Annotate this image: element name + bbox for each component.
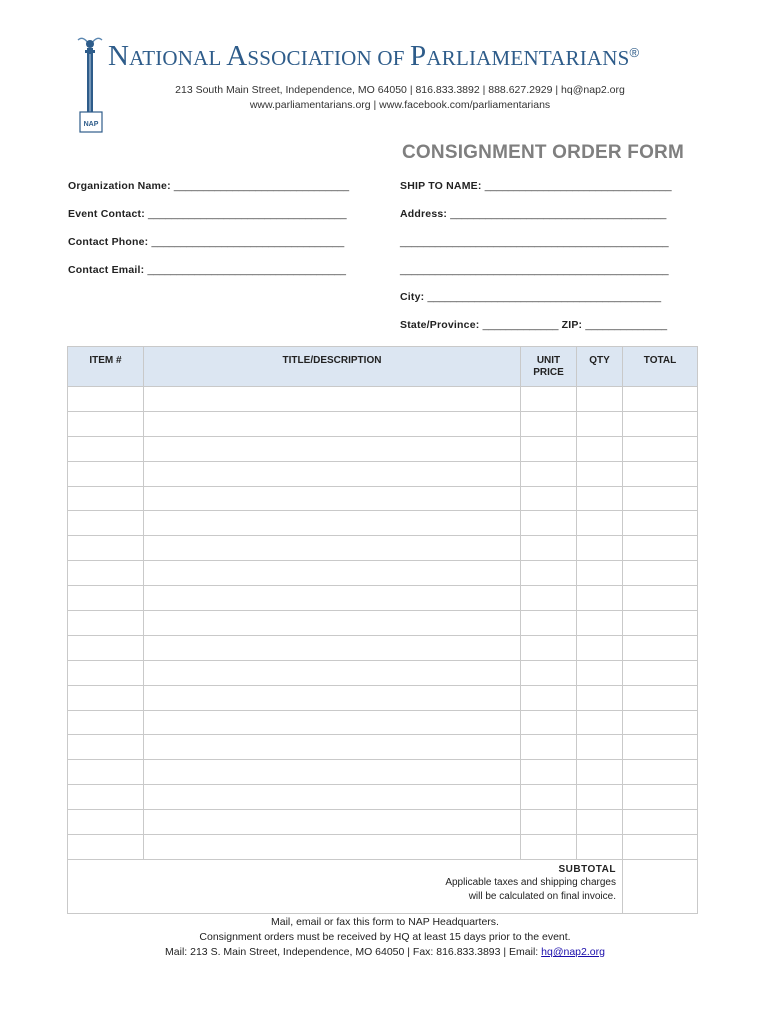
title-description-cell[interactable] xyxy=(144,710,521,735)
item-number-cell[interactable] xyxy=(68,387,144,412)
item-number-cell[interactable] xyxy=(68,511,144,536)
table-row xyxy=(68,785,698,810)
organization-name: NATIONAL ASSOCIATION OF PARLIAMENTARIANS® xyxy=(108,40,640,72)
title-description-cell[interactable] xyxy=(144,411,521,436)
subtotal-label: SUBTOTAL xyxy=(558,863,616,875)
footer-line-1: Mail, email or fax this form to NAP Headquarters. xyxy=(271,916,499,928)
qty-cell[interactable] xyxy=(577,835,623,860)
subtotal-row xyxy=(68,859,698,913)
subtotal-label-cell xyxy=(68,859,623,913)
subtotal-note-2: will be calculated on final invoice. xyxy=(468,890,616,902)
form-title: CONSIGNMENT ORDER FORM xyxy=(402,142,685,163)
title-description-cell[interactable] xyxy=(144,785,521,810)
ship-to-name-field[interactable]: SHIP TO NAME: ________________________________ xyxy=(400,180,672,192)
header-item-number: ITEM # xyxy=(68,347,144,387)
title-description-cell[interactable] xyxy=(144,685,521,710)
logo-text: NAP xyxy=(83,121,99,128)
table-row xyxy=(68,486,698,511)
registered-mark: ® xyxy=(629,45,640,60)
unit-price-cell[interactable] xyxy=(521,586,577,611)
table-row xyxy=(68,436,698,461)
subtotal-value-cell[interactable] xyxy=(623,859,698,913)
qty-cell[interactable] xyxy=(577,411,623,436)
total-cell[interactable] xyxy=(623,411,698,436)
footer-email-link[interactable]: hq@nap2.org xyxy=(541,946,605,958)
total-cell[interactable] xyxy=(623,735,698,760)
unit-price-cell[interactable] xyxy=(521,461,577,486)
header-title-description: TITLE/DESCRIPTION xyxy=(144,347,521,387)
item-number-cell[interactable] xyxy=(68,461,144,486)
footer-line-3: Mail: 213 S. Main Street, Independence, MO 64050 | Fax: 816.833.3893 | Email: hq@nap2.org xyxy=(165,946,605,958)
title-description-cell[interactable] xyxy=(144,810,521,835)
table-row xyxy=(68,411,698,436)
total-cell[interactable] xyxy=(623,461,698,486)
title-description-cell[interactable] xyxy=(144,387,521,412)
unit-price-cell[interactable] xyxy=(521,387,577,412)
table-row xyxy=(68,511,698,536)
title-description-cell[interactable] xyxy=(144,561,521,586)
unit-price-cell[interactable] xyxy=(521,436,577,461)
item-number-cell[interactable] xyxy=(68,735,144,760)
table-row xyxy=(68,835,698,860)
qty-cell[interactable] xyxy=(577,561,623,586)
qty-cell[interactable] xyxy=(577,586,623,611)
table-row xyxy=(68,810,698,835)
total-cell[interactable] xyxy=(623,436,698,461)
title-description-cell[interactable] xyxy=(144,635,521,660)
unit-price-cell[interactable] xyxy=(521,685,577,710)
item-number-cell[interactable] xyxy=(68,710,144,735)
title-description-cell[interactable] xyxy=(144,436,521,461)
item-number-cell[interactable] xyxy=(68,835,144,860)
address-line-3-field[interactable]: ______________________________________________ xyxy=(400,264,669,276)
qty-cell[interactable] xyxy=(577,735,623,760)
total-cell[interactable] xyxy=(623,785,698,810)
item-number-cell[interactable] xyxy=(68,685,144,710)
footer-line-2: Consignment orders must be received by HQ at least 15 days prior to the event. xyxy=(199,931,571,943)
qty-cell[interactable] xyxy=(577,785,623,810)
table-row xyxy=(68,710,698,735)
header-unit-price: UNIT PRICE xyxy=(521,347,577,387)
unit-price-cell[interactable] xyxy=(521,486,577,511)
title-description-cell[interactable] xyxy=(144,536,521,561)
qty-cell[interactable] xyxy=(577,511,623,536)
unit-price-cell[interactable] xyxy=(521,810,577,835)
total-cell[interactable] xyxy=(623,387,698,412)
qty-cell[interactable] xyxy=(577,635,623,660)
table-row xyxy=(68,586,698,611)
total-cell[interactable] xyxy=(623,685,698,710)
qty-cell[interactable] xyxy=(577,660,623,685)
organization-name-field[interactable]: Organization Name: ______________________________ xyxy=(68,180,350,192)
title-description-cell[interactable] xyxy=(144,461,521,486)
table-row xyxy=(68,685,698,710)
contact-phone-field[interactable]: Contact Phone: _________________________________ xyxy=(68,236,345,248)
state-zip-field[interactable]: State/Province: _____________ ZIP: ______________ xyxy=(400,319,668,331)
item-number-cell[interactable] xyxy=(68,411,144,436)
total-cell[interactable] xyxy=(623,611,698,636)
unit-price-cell[interactable] xyxy=(521,735,577,760)
qty-cell[interactable] xyxy=(577,387,623,412)
total-cell[interactable] xyxy=(623,486,698,511)
table-row xyxy=(68,536,698,561)
item-number-cell[interactable] xyxy=(68,611,144,636)
unit-price-cell[interactable] xyxy=(521,710,577,735)
total-cell[interactable] xyxy=(623,635,698,660)
table-row xyxy=(68,387,698,412)
item-number-cell[interactable] xyxy=(68,760,144,785)
total-cell[interactable] xyxy=(623,835,698,860)
qty-cell[interactable] xyxy=(577,611,623,636)
header-qty: QTY xyxy=(577,347,623,387)
table-row xyxy=(68,561,698,586)
title-description-cell[interactable] xyxy=(144,611,521,636)
total-cell[interactable] xyxy=(623,511,698,536)
table-row xyxy=(68,760,698,785)
table-row xyxy=(68,635,698,660)
qty-cell[interactable] xyxy=(577,486,623,511)
qty-cell[interactable] xyxy=(577,436,623,461)
header-total: TOTAL xyxy=(623,347,698,387)
table-row xyxy=(68,611,698,636)
event-contact-field[interactable]: Event Contact: __________________________________ xyxy=(68,208,347,220)
item-number-cell[interactable] xyxy=(68,785,144,810)
address-line-2: www.parliamentarians.org | www.facebook.com/parliamentarians xyxy=(249,99,551,111)
title-description-cell[interactable] xyxy=(144,511,521,536)
title-description-cell[interactable] xyxy=(144,760,521,785)
unit-price-cell[interactable] xyxy=(521,635,577,660)
table-row xyxy=(68,660,698,685)
item-number-cell[interactable] xyxy=(68,586,144,611)
unit-price-cell[interactable] xyxy=(521,785,577,810)
total-cell[interactable] xyxy=(623,586,698,611)
item-number-cell[interactable] xyxy=(68,660,144,685)
unit-price-cell[interactable] xyxy=(521,835,577,860)
qty-cell[interactable] xyxy=(577,710,623,735)
city-field[interactable]: City: ________________________________________ xyxy=(400,291,662,303)
qty-cell[interactable] xyxy=(577,536,623,561)
total-cell[interactable] xyxy=(623,760,698,785)
address-line-2-field[interactable]: ______________________________________________ xyxy=(400,236,669,248)
item-number-cell[interactable] xyxy=(68,536,144,561)
title-description-cell[interactable] xyxy=(144,486,521,511)
qty-cell[interactable] xyxy=(577,685,623,710)
table-row xyxy=(68,461,698,486)
item-number-cell[interactable] xyxy=(68,486,144,511)
order-items-table xyxy=(67,346,698,914)
table-row xyxy=(68,735,698,760)
total-cell[interactable] xyxy=(623,710,698,735)
total-cell[interactable] xyxy=(623,536,698,561)
unit-price-cell[interactable] xyxy=(521,660,577,685)
unit-price-cell[interactable] xyxy=(521,536,577,561)
total-cell[interactable] xyxy=(623,561,698,586)
item-number-cell[interactable] xyxy=(68,810,144,835)
unit-price-cell[interactable] xyxy=(521,511,577,536)
item-number-cell[interactable] xyxy=(68,561,144,586)
qty-cell[interactable] xyxy=(577,461,623,486)
qty-cell[interactable] xyxy=(577,760,623,785)
title-description-cell[interactable] xyxy=(144,735,521,760)
total-cell[interactable] xyxy=(623,660,698,685)
item-number-cell[interactable] xyxy=(68,635,144,660)
item-number-cell[interactable] xyxy=(68,436,144,461)
unit-price-cell[interactable] xyxy=(521,411,577,436)
subtotal-note-1: Applicable taxes and shipping charges xyxy=(445,877,616,889)
unit-price-cell[interactable] xyxy=(521,760,577,785)
address-line-1: 213 South Main Street, Independence, MO 64050 | 816.833.3892 | 888.627.2929 | hq@nap2.org xyxy=(175,84,625,96)
table-header-row xyxy=(68,347,698,387)
total-cell[interactable] xyxy=(623,810,698,835)
title-description-cell[interactable] xyxy=(144,835,521,860)
qty-cell[interactable] xyxy=(577,810,623,835)
title-description-cell[interactable] xyxy=(144,586,521,611)
unit-price-cell[interactable] xyxy=(521,561,577,586)
nap-logo-icon xyxy=(72,34,108,134)
address-field[interactable]: Address: _____________________________________ xyxy=(400,208,667,220)
title-description-cell[interactable] xyxy=(144,660,521,685)
contact-email-field[interactable]: Contact Email: __________________________________ xyxy=(68,264,346,276)
unit-price-cell[interactable] xyxy=(521,611,577,636)
